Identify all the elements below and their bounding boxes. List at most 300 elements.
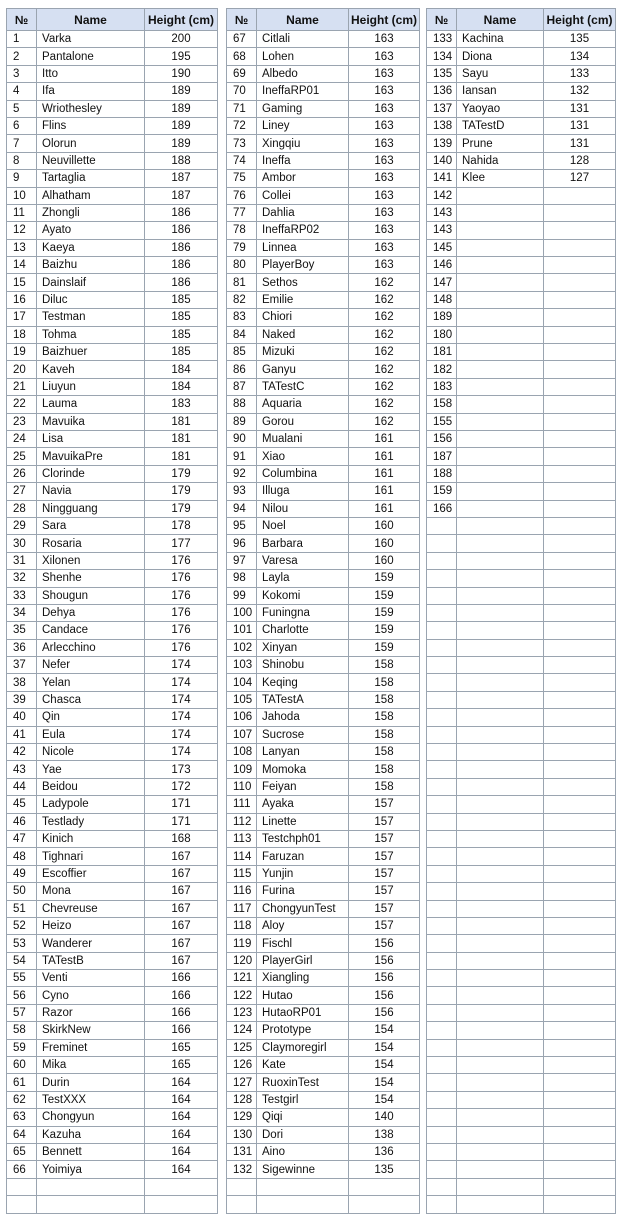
table-row — [427, 587, 616, 604]
table-row — [227, 848, 420, 865]
table-row — [7, 796, 218, 813]
cell-height — [544, 639, 616, 656]
cell-name — [457, 517, 544, 534]
cell-name: Baizhuer — [37, 344, 145, 361]
cell-height: 173 — [145, 761, 218, 778]
cell-number: 138 — [427, 117, 457, 134]
cell-name: HutaoRP01 — [257, 1004, 349, 1021]
cell-number: 141 — [427, 170, 457, 187]
cell-number: 132 — [227, 1161, 257, 1178]
cell-name: Kachina — [457, 31, 544, 48]
cell-number — [427, 1126, 457, 1143]
cell-name — [457, 1091, 544, 1108]
cell-name: Heizo — [37, 917, 145, 934]
cell-name: Diona — [457, 48, 544, 65]
table-row — [7, 674, 218, 691]
cell-name: Xiao — [257, 448, 349, 465]
cell-number — [427, 761, 457, 778]
table-row — [427, 239, 616, 256]
cell-height — [544, 1144, 616, 1161]
cell-height: 131 — [544, 117, 616, 134]
cell-height — [544, 413, 616, 430]
cell-name: Tartaglia — [37, 170, 145, 187]
table-row — [427, 1126, 616, 1143]
cell-name: Baizhu — [37, 257, 145, 274]
cell-height: 159 — [349, 587, 420, 604]
cell-height — [544, 970, 616, 987]
cell-name: Neuvillette — [37, 152, 145, 169]
table-row — [227, 587, 420, 604]
cell-number: 49 — [7, 865, 37, 882]
cell-number: 56 — [7, 987, 37, 1004]
cell-name — [457, 535, 544, 552]
table-row — [7, 570, 218, 587]
header-row — [227, 9, 420, 31]
cell-number: 120 — [227, 952, 257, 969]
cell-height: 154 — [349, 1057, 420, 1074]
cell-height: 187 — [145, 170, 218, 187]
cell-number — [427, 1074, 457, 1091]
cell-name: Durin — [37, 1074, 145, 1091]
cell-number — [427, 987, 457, 1004]
table-row — [427, 65, 616, 82]
cell-name: Sayu — [457, 65, 544, 82]
cell-number: 143 — [427, 222, 457, 239]
cell-name: Mizuki — [257, 344, 349, 361]
cell-height: 162 — [349, 309, 420, 326]
cell-name: Rosaria — [37, 535, 145, 552]
table-row — [427, 152, 616, 169]
cell-number — [427, 517, 457, 534]
cell-name: Yoimiya — [37, 1161, 145, 1178]
cell-height: 134 — [544, 48, 616, 65]
cell-height — [544, 865, 616, 882]
table-row — [427, 517, 616, 534]
table-row — [427, 744, 616, 761]
cell-number: 41 — [7, 726, 37, 743]
cell-name: Kinich — [37, 830, 145, 847]
table-row — [427, 570, 616, 587]
table-row — [7, 117, 218, 134]
cell-name — [457, 865, 544, 882]
cell-height: 157 — [349, 917, 420, 934]
table-row — [227, 117, 420, 134]
cell-number — [427, 1109, 457, 1126]
cell-number: 6 — [7, 117, 37, 134]
cell-number: 17 — [7, 309, 37, 326]
table-row — [427, 691, 616, 708]
cell-height: 163 — [349, 187, 420, 204]
table-row — [227, 500, 420, 517]
cell-name: PlayerGirl — [257, 952, 349, 969]
cell-number: 113 — [227, 830, 257, 847]
cell-number: 38 — [7, 674, 37, 691]
cell-height: 163 — [349, 117, 420, 134]
cell-name: Linette — [257, 813, 349, 830]
cell-name — [457, 257, 544, 274]
cell-name: Charlotte — [257, 622, 349, 639]
cell-height — [544, 744, 616, 761]
cell-name — [457, 222, 544, 239]
cell-height: 185 — [145, 326, 218, 343]
cell-name — [457, 1178, 544, 1195]
cell-number: 16 — [7, 291, 37, 308]
cell-height: 163 — [349, 65, 420, 82]
table-row — [7, 257, 218, 274]
cell-name: Ifa — [37, 83, 145, 100]
table-row — [427, 257, 616, 274]
cell-number: 106 — [227, 709, 257, 726]
header-name: Name — [457, 9, 544, 31]
cell-number — [227, 1178, 257, 1195]
table-row — [427, 726, 616, 743]
cell-name: Nicole — [37, 744, 145, 761]
cell-height: 179 — [145, 465, 218, 482]
cell-height — [544, 674, 616, 691]
cell-number: 103 — [227, 657, 257, 674]
cell-number: 146 — [427, 257, 457, 274]
cell-number: 88 — [227, 396, 257, 413]
table-row — [227, 257, 420, 274]
cell-height: 167 — [145, 900, 218, 917]
cell-number: 135 — [427, 65, 457, 82]
cell-height: 166 — [145, 1004, 218, 1021]
cell-number: 94 — [227, 500, 257, 517]
cell-height: 163 — [349, 100, 420, 117]
cell-name — [257, 1178, 349, 1195]
cell-height: 165 — [145, 1039, 218, 1056]
table-row — [427, 135, 616, 152]
cell-name — [457, 309, 544, 326]
cell-height: 162 — [349, 344, 420, 361]
cell-height: 167 — [145, 935, 218, 952]
cell-number: 3 — [7, 65, 37, 82]
table-row — [427, 535, 616, 552]
cell-height: 163 — [349, 170, 420, 187]
cell-number: 12 — [7, 222, 37, 239]
cell-number: 39 — [7, 691, 37, 708]
cell-height: 190 — [145, 65, 218, 82]
table-row — [427, 657, 616, 674]
cell-name: Nefer — [37, 657, 145, 674]
table-row — [7, 1109, 218, 1126]
cell-name: Jahoda — [257, 709, 349, 726]
table-row — [227, 535, 420, 552]
cell-number: 80 — [227, 257, 257, 274]
height-table-part-2 — [226, 8, 420, 1214]
cell-number — [427, 657, 457, 674]
cell-number: 100 — [227, 604, 257, 621]
cell-number: 72 — [227, 117, 257, 134]
cell-name: Shenhe — [37, 570, 145, 587]
cell-number — [427, 830, 457, 847]
table-row — [7, 1022, 218, 1039]
cell-name — [457, 778, 544, 795]
cell-height — [544, 204, 616, 221]
table-row — [7, 1126, 218, 1143]
cell-name: Zhongli — [37, 204, 145, 221]
cell-number: 35 — [7, 622, 37, 639]
cell-number: 93 — [227, 483, 257, 500]
cell-height: 161 — [349, 483, 420, 500]
cell-height: 157 — [349, 865, 420, 882]
cell-height: 158 — [349, 726, 420, 743]
cell-number: 142 — [427, 187, 457, 204]
table-row — [427, 987, 616, 1004]
table-row — [7, 309, 218, 326]
table-row — [227, 413, 420, 430]
table-row — [7, 761, 218, 778]
cell-height: 163 — [349, 204, 420, 221]
cell-number: 53 — [7, 935, 37, 952]
cell-number — [427, 1004, 457, 1021]
table-row — [427, 291, 616, 308]
cell-number: 81 — [227, 274, 257, 291]
cell-height — [544, 222, 616, 239]
cell-height: 174 — [145, 674, 218, 691]
table-row — [427, 796, 616, 813]
table-row — [227, 622, 420, 639]
cell-height: 159 — [349, 622, 420, 639]
cell-number: 15 — [7, 274, 37, 291]
cell-height — [544, 1057, 616, 1074]
cell-height: 163 — [349, 31, 420, 48]
cell-number: 65 — [7, 1144, 37, 1161]
cell-number — [427, 1057, 457, 1074]
cell-height: 167 — [145, 848, 218, 865]
cell-number: 36 — [7, 639, 37, 656]
cell-height: 184 — [145, 361, 218, 378]
cell-height: 163 — [349, 239, 420, 256]
cell-name: Razor — [37, 1004, 145, 1021]
cell-name: Nilou — [257, 500, 349, 517]
cell-number — [227, 1196, 257, 1213]
table-row — [427, 1091, 616, 1108]
cell-height: 185 — [145, 291, 218, 308]
cell-name — [457, 1144, 544, 1161]
header-name: Name — [37, 9, 145, 31]
cell-height — [544, 883, 616, 900]
cell-number: 102 — [227, 639, 257, 656]
table-row — [7, 865, 218, 882]
cell-height: 127 — [544, 170, 616, 187]
cell-number: 59 — [7, 1039, 37, 1056]
cell-height: 181 — [145, 430, 218, 447]
cell-name: IneffaRP02 — [257, 222, 349, 239]
table-row — [227, 31, 420, 48]
cell-height — [544, 1178, 616, 1195]
cell-name: Nahida — [457, 152, 544, 169]
cell-number: 66 — [7, 1161, 37, 1178]
table-row — [7, 326, 218, 343]
cell-number: 180 — [427, 326, 457, 343]
table-row — [7, 813, 218, 830]
table-row — [7, 187, 218, 204]
table-row — [7, 239, 218, 256]
cell-number: 112 — [227, 813, 257, 830]
table-row — [7, 987, 218, 1004]
cell-number: 11 — [7, 204, 37, 221]
cell-number: 116 — [227, 883, 257, 900]
cell-height: 164 — [145, 1109, 218, 1126]
cell-number: 79 — [227, 239, 257, 256]
cell-name: Faruzan — [257, 848, 349, 865]
table-row — [227, 778, 420, 795]
cell-number — [427, 674, 457, 691]
header-no: № — [227, 9, 257, 31]
table-row — [227, 483, 420, 500]
cell-number: 121 — [227, 970, 257, 987]
cell-number: 166 — [427, 500, 457, 517]
cell-height: 159 — [349, 570, 420, 587]
table-row — [427, 848, 616, 865]
cell-number: 21 — [7, 378, 37, 395]
cell-name: Shinobu — [257, 657, 349, 674]
table-row — [227, 970, 420, 987]
cell-number: 125 — [227, 1039, 257, 1056]
table-row — [227, 1144, 420, 1161]
table-row — [427, 1004, 616, 1021]
table-row — [427, 709, 616, 726]
cell-height: 176 — [145, 570, 218, 587]
table-row — [227, 796, 420, 813]
cell-number: 145 — [427, 239, 457, 256]
table-row — [427, 1057, 616, 1074]
cell-name: Varka — [37, 31, 145, 48]
cell-number: 133 — [427, 31, 457, 48]
table-row — [7, 1057, 218, 1074]
table-row — [427, 865, 616, 882]
cell-height: 157 — [349, 848, 420, 865]
table-row — [7, 917, 218, 934]
cell-height: 164 — [145, 1144, 218, 1161]
cell-name: Alhatham — [37, 187, 145, 204]
cell-height: 176 — [145, 639, 218, 656]
table-row — [427, 465, 616, 482]
cell-height: 154 — [349, 1039, 420, 1056]
cell-name: Varesa — [257, 552, 349, 569]
cell-number: 24 — [7, 430, 37, 447]
table-row — [7, 848, 218, 865]
cell-height: 163 — [349, 222, 420, 239]
cell-name: Kokomi — [257, 587, 349, 604]
table-row — [7, 639, 218, 656]
cell-name: Mona — [37, 883, 145, 900]
cell-number: 187 — [427, 448, 457, 465]
cell-number: 8 — [7, 152, 37, 169]
cell-height: 171 — [145, 813, 218, 830]
cell-name — [457, 187, 544, 204]
cell-height: 177 — [145, 535, 218, 552]
cell-name: MavuikaPre — [37, 448, 145, 465]
cell-name: Olorun — [37, 135, 145, 152]
cell-number: 67 — [227, 31, 257, 48]
cell-name: Mualani — [257, 430, 349, 447]
cell-number — [427, 570, 457, 587]
cell-number: 31 — [7, 552, 37, 569]
cell-height: 158 — [349, 778, 420, 795]
cell-height — [544, 500, 616, 517]
cell-height: 161 — [349, 500, 420, 517]
cell-height: 168 — [145, 830, 218, 847]
cell-height — [544, 813, 616, 830]
cell-name: Xiangling — [257, 970, 349, 987]
cell-number: 60 — [7, 1057, 37, 1074]
cell-number — [427, 1039, 457, 1056]
cell-height: 164 — [145, 1161, 218, 1178]
cell-number: 97 — [227, 552, 257, 569]
cell-name: Gaming — [257, 100, 349, 117]
cell-height: 154 — [349, 1091, 420, 1108]
table-row — [7, 1004, 218, 1021]
cell-height: 135 — [349, 1161, 420, 1178]
cell-name: Ambor — [257, 170, 349, 187]
header-no: № — [7, 9, 37, 31]
cell-height: 176 — [145, 587, 218, 604]
table-row — [427, 274, 616, 291]
cell-height: 181 — [145, 448, 218, 465]
table-row — [7, 604, 218, 621]
cell-name: Albedo — [257, 65, 349, 82]
cell-height: 185 — [145, 309, 218, 326]
cell-height — [544, 570, 616, 587]
cell-number: 7 — [7, 135, 37, 152]
cell-number — [427, 744, 457, 761]
table-row — [7, 1161, 218, 1178]
cell-name: Beidou — [37, 778, 145, 795]
table-row — [427, 639, 616, 656]
cell-name: Linnea — [257, 239, 349, 256]
cell-number — [427, 935, 457, 952]
cell-height — [544, 935, 616, 952]
cell-height — [544, 257, 616, 274]
cell-number: 109 — [227, 761, 257, 778]
cell-name: Klee — [457, 170, 544, 187]
cell-number: 32 — [7, 570, 37, 587]
table-row — [7, 291, 218, 308]
cell-number: 143 — [427, 204, 457, 221]
table-row — [7, 465, 218, 482]
table-row — [427, 1109, 616, 1126]
cell-number: 101 — [227, 622, 257, 639]
cell-height: 166 — [145, 987, 218, 1004]
cell-height: 161 — [349, 430, 420, 447]
table-row — [427, 1161, 616, 1178]
cell-number: 9 — [7, 170, 37, 187]
cell-name — [457, 691, 544, 708]
cell-name — [257, 1196, 349, 1213]
cell-number: 20 — [7, 361, 37, 378]
cell-name: Layla — [257, 570, 349, 587]
table-row — [427, 309, 616, 326]
cell-height: 178 — [145, 517, 218, 534]
table-row — [7, 274, 218, 291]
table-row — [427, 952, 616, 969]
header-no: № — [427, 9, 457, 31]
cell-name — [457, 830, 544, 847]
table-row — [427, 500, 616, 517]
cell-number: 131 — [227, 1144, 257, 1161]
cell-name: Dehya — [37, 604, 145, 621]
table-row — [7, 935, 218, 952]
cell-height — [544, 535, 616, 552]
table-row — [7, 1091, 218, 1108]
table-row — [427, 622, 616, 639]
cell-height: 136 — [349, 1144, 420, 1161]
cell-number: 34 — [7, 604, 37, 621]
cell-height: 167 — [145, 865, 218, 882]
cell-number: 42 — [7, 744, 37, 761]
